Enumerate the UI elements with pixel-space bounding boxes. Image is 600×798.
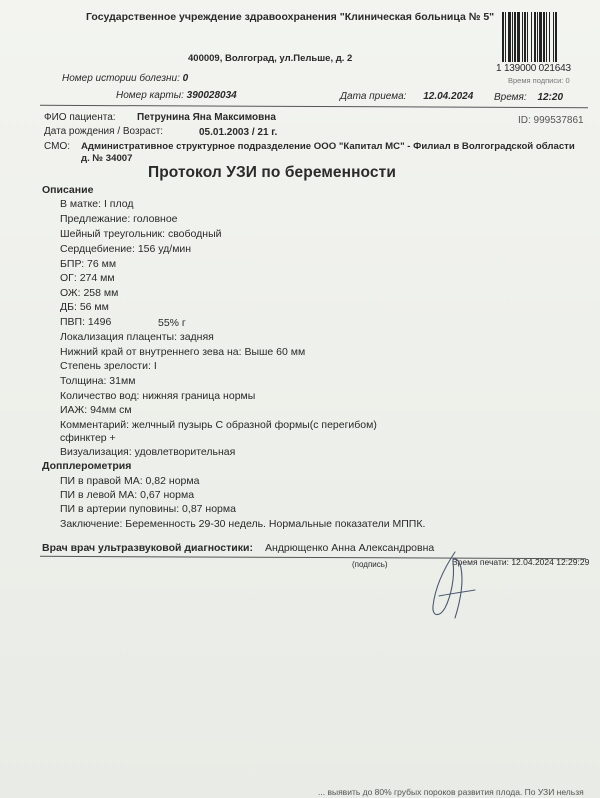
print-time: Время печати: 12.04.2024 12:29:29 <box>452 557 590 567</box>
desc-row: БПР: 76 мм <box>60 258 117 270</box>
desc-row: Толщина: 31мм <box>60 375 136 387</box>
bottom-text: ... выявить до 80% грубых пороков развития плода. По УЗИ нельзя <box>318 787 584 797</box>
desc-row: Локализация плаценты: задняя <box>60 331 214 343</box>
smo-value: Административное структурное подразделение ООО "Капитал МС" - Филиал в Волгоградской области <box>81 141 575 152</box>
smo-value-line2: д. № 34007 <box>81 153 133 164</box>
dob-label: Дата рождения / Возраст: <box>44 126 164 137</box>
document-title: Протокол УЗИ по беременности <box>148 164 396 181</box>
patient-id: ID: 999537861 <box>518 115 584 126</box>
card-number <box>116 90 237 101</box>
doctor-label: Врач врач ультразвуковой диагностики: <box>42 542 253 554</box>
patient-name-label: ФИО пациента: <box>44 112 116 123</box>
time-value: 12:20 <box>537 92 564 103</box>
desc-row: Визуализация: удовлетворительная <box>60 446 236 458</box>
doppler-row: ПИ в артерии пуповины: 0,87 норма <box>60 503 236 515</box>
desc-row: Количество вод: нижняя граница нормы <box>60 390 256 402</box>
visit-date <box>340 91 473 102</box>
desc-row: Комментарий: желчный пузырь С образной формы(с перегибом) <box>60 419 377 431</box>
history-value: 0 <box>182 73 189 84</box>
desc-row: ОГ: 274 мм <box>60 272 115 284</box>
organization-address: 400009, Волгоград, ул.Пельше, д. 2 <box>188 53 353 64</box>
pvp-label: ПВП: 1496 <box>60 316 112 328</box>
desc-row: ДБ: 56 мм <box>60 301 109 313</box>
sign-time: Время подписи: 0 <box>508 76 570 85</box>
organization-name: Государственное учреждение здравоохранения "Клиническая больница № 5" <box>86 11 495 23</box>
description-heading: Описание <box>42 184 94 196</box>
dob-value: 05.01.2003 / 21 г. <box>199 127 278 138</box>
doctor-name: Андрющенко Анна Александровна <box>265 542 435 554</box>
barcode <box>502 12 580 62</box>
card-value: 390028034 <box>186 90 237 101</box>
desc-row: Нижний край от внутреннего зева на: Выше 60 мм <box>60 346 306 358</box>
signature-caption: (подпись) <box>352 560 388 569</box>
visit-time <box>494 92 563 103</box>
desc-row: ИАЖ: 94мм см <box>60 404 132 416</box>
doppler-heading: Допплерометрия <box>42 460 132 472</box>
desc-row: Степень зрелости: I <box>60 360 157 372</box>
doppler-row: ПИ в левой МА: 0,67 норма <box>60 489 195 501</box>
date-value: 12.04.2024 <box>423 91 474 102</box>
patient-name: Петрунина Яна Максимовна <box>137 112 276 123</box>
desc-row: Сердцебиение: 156 уд/мин <box>60 243 192 255</box>
history-label: Номер истории болезни: <box>62 73 180 84</box>
conclusion: Заключение: Беременность 29-30 недель. Нормальные показатели МППК. <box>60 518 426 530</box>
pvp-percent: 55% г <box>158 317 186 329</box>
doppler-row: ПИ в правой МА: 0,82 норма <box>60 475 200 487</box>
desc-row: Шейный треугольник: свободный <box>60 228 222 240</box>
smo-label: СМО: <box>44 141 70 152</box>
desc-row: сфинктер + <box>60 432 116 444</box>
history-number <box>62 73 188 84</box>
barcode-number: 1 139000 021643 <box>496 63 571 74</box>
date-label: Дата приема: <box>340 91 407 102</box>
time-label: Время: <box>494 92 527 103</box>
desc-row: В матке: I плод <box>60 198 134 210</box>
handwritten-signature <box>425 548 485 628</box>
divider <box>40 105 588 108</box>
card-label: Номер карты: <box>116 90 184 101</box>
desc-row: ОЖ: 258 мм <box>60 287 119 299</box>
desc-row: Предлежание: головное <box>60 213 178 225</box>
